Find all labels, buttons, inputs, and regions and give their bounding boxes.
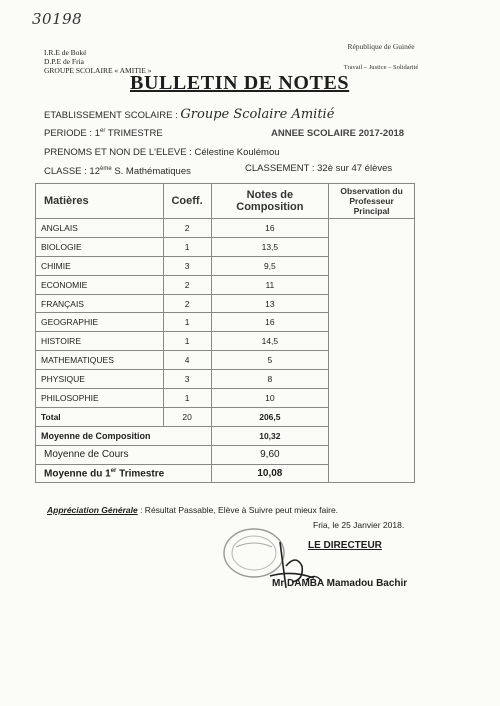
note-cell: 16: [211, 219, 329, 238]
header-line: GROUPE SCOLAIRE « AMITIE »: [44, 66, 152, 75]
note-cell: 5: [211, 351, 329, 370]
subject-cell: PHILOSOPHIE: [36, 389, 164, 408]
coeff-cell: 3: [163, 256, 211, 275]
subject-cell: ECONOMIE: [36, 275, 164, 294]
coeff-cell: 3: [163, 370, 211, 389]
notes-header-line: Composition: [236, 201, 304, 213]
coeff-cell: 2: [163, 219, 211, 238]
subject-cell: CHIMIE: [36, 256, 164, 275]
coeff-header: Coeff.: [163, 184, 211, 219]
appreciation-line: [47, 505, 338, 515]
coeff-cell: 1: [163, 332, 211, 351]
total-label: Total: [36, 407, 164, 426]
note-cell: 16: [211, 313, 329, 332]
moyenne-cours-label: Moyenne de Cours: [36, 445, 212, 464]
subject-cell: ANGLAIS: [36, 219, 164, 238]
header-line: I.R.E de Boké: [44, 48, 87, 57]
class-text: S. Mathématiques: [114, 166, 191, 178]
moyenne-trimestre-value: 10,08: [211, 464, 329, 483]
coeff-cell: 4: [163, 351, 211, 370]
ranking: CLASSEMENT : 32è sur 47 élèves: [245, 163, 393, 174]
observation-cell: [329, 219, 415, 483]
class-line: [44, 166, 191, 177]
moyenne-composition-value: 10,32: [211, 426, 329, 445]
obs-header-line: Professeur: [349, 196, 394, 206]
director-name: Mr DAMBA Mamadou Bachir: [272, 578, 408, 589]
observation-header: [329, 184, 415, 219]
header-left: [44, 48, 152, 75]
obs-header-line: Principal: [353, 206, 390, 216]
moyenne-composition-label: Moyenne de Composition: [36, 426, 212, 445]
header-right: [333, 42, 429, 71]
school-year: ANNEE SCOLAIRE 2017-2018: [271, 128, 405, 139]
country-name: République de Guinée: [347, 42, 415, 51]
period-suffix: er: [99, 128, 106, 134]
obs-header-line: Observation du: [340, 186, 403, 196]
subject-cell: FRANÇAIS: [36, 294, 164, 313]
school-label: ETABLISSEMENT SCOLAIRE :: [44, 110, 178, 121]
notes-header: [211, 184, 329, 219]
subject-cell: GEOGRAPHIE: [36, 313, 164, 332]
coeff-cell: 1: [163, 389, 211, 408]
moyenne-trimestre-label-post: Trimestre: [116, 468, 165, 480]
note-cell: 11: [211, 275, 329, 294]
total-note: 206,5: [211, 407, 329, 426]
moyenne-trimestre-label: [36, 464, 212, 483]
student-label: PRENOMS ET NON DE L'ELEVE :: [44, 147, 192, 158]
school-name: Groupe Scolaire Amitié: [180, 107, 335, 122]
subject-cell: PHYSIQUE: [36, 370, 164, 389]
class-suffix: ème: [100, 166, 112, 172]
grades-table: [35, 183, 415, 483]
student-name: Célestine Koulémou: [194, 147, 280, 158]
document-title: BULLETIN DE NOTES: [130, 72, 350, 94]
school-line: [44, 107, 334, 122]
note-cell: 13,5: [211, 237, 329, 256]
subject-cell: BIOLOGIE: [36, 237, 164, 256]
note-cell: 13: [211, 294, 329, 313]
note-cell: 9,5: [211, 256, 329, 275]
coeff-cell: 1: [163, 313, 211, 332]
class-label: CLASSE :: [44, 166, 87, 178]
moyenne-trimestre-label-pre: Moyenne du 1: [44, 468, 111, 480]
period-line: [44, 128, 163, 139]
note-cell: 14,5: [211, 332, 329, 351]
class-number: 12: [89, 166, 100, 178]
handwritten-number: 30198: [32, 10, 83, 28]
table-row: [36, 219, 415, 238]
director-title: LE DIRECTEUR: [308, 540, 382, 551]
period-label: PERIODE :: [44, 128, 93, 140]
period-text: TRIMESTRE: [107, 128, 163, 140]
table-header-row: [36, 184, 415, 219]
total-coeff: 20: [163, 407, 211, 426]
subject-cell: MATHEMATIQUES: [36, 351, 164, 370]
header-line: D.P.E de Fria: [44, 57, 84, 66]
note-cell: 10: [211, 389, 329, 408]
national-motto: Travail – Justice – Solidarité: [343, 64, 419, 71]
moyenne-cours-value: 9,60: [211, 445, 329, 464]
notes-header-line: Notes de: [246, 189, 294, 201]
note-cell: 8: [211, 370, 329, 389]
subject-cell: HISTOIRE: [36, 332, 164, 351]
coeff-cell: 1: [163, 237, 211, 256]
student-line: [44, 147, 280, 158]
coeff-cell: 2: [163, 294, 211, 313]
period-number: 1: [94, 128, 100, 140]
moyenne-trimestre-label-sup: er: [110, 467, 117, 474]
place-date: Fria, le 25 Janvier 2018.: [313, 520, 405, 530]
coeff-cell: 2: [163, 275, 211, 294]
appreciation-label: Appréciation Générale: [47, 505, 138, 515]
appreciation-text: : Résultat Passable, Elève à Suivre peut mieux faire.: [140, 505, 339, 515]
subject-header: Matières: [36, 184, 164, 219]
